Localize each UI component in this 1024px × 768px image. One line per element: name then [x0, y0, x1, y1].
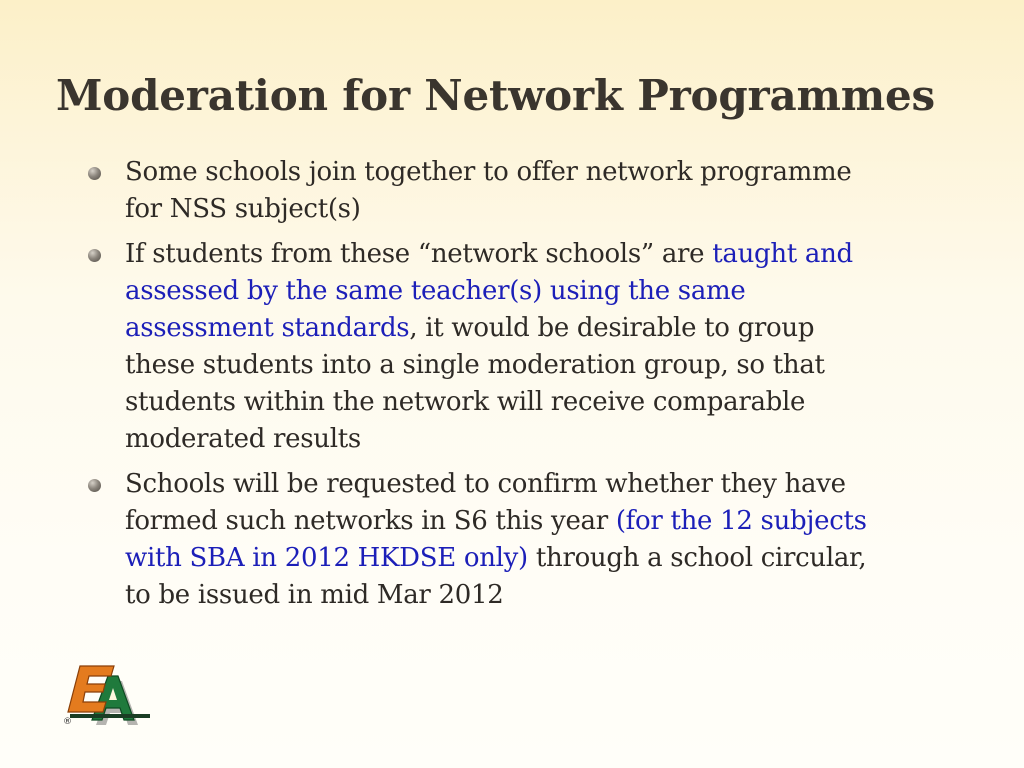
bullet-icon [88, 167, 101, 180]
hkeaa-logo-icon [62, 652, 154, 726]
bullet-text-pre: If students from these “network schools” are [125, 239, 713, 269]
bullet-icon [88, 249, 101, 262]
bullet-item-3 [82, 466, 882, 614]
bullet-text: Some schools join together to offer network programme for NSS subject(s) [125, 157, 852, 224]
registered-mark: ® [63, 717, 72, 726]
bullet-text-post: through a school circular, to be issued in mid Mar 2012 [125, 543, 867, 610]
bullet-item-2 [82, 236, 882, 458]
slide-title: Moderation for Network Programmes [56, 71, 935, 120]
bullet-highlight: taught and assessed by the same teacher(s) using the same assessment standards [125, 239, 853, 343]
bullet-highlight: (for the 12 subjects with SBA in 2012 HKDSE only) [125, 506, 867, 573]
bullet-item-1 [82, 154, 882, 228]
bullet-text-pre: Schools will be requested to confirm whether they have formed such networks in S6 this year [125, 469, 846, 536]
bullet-list [82, 154, 882, 622]
bullet-text-post: , it would be desirable to group these students into a single moderation group, so that students within the network will receive comparable moderated results [125, 313, 825, 454]
bullet-icon [88, 479, 101, 492]
